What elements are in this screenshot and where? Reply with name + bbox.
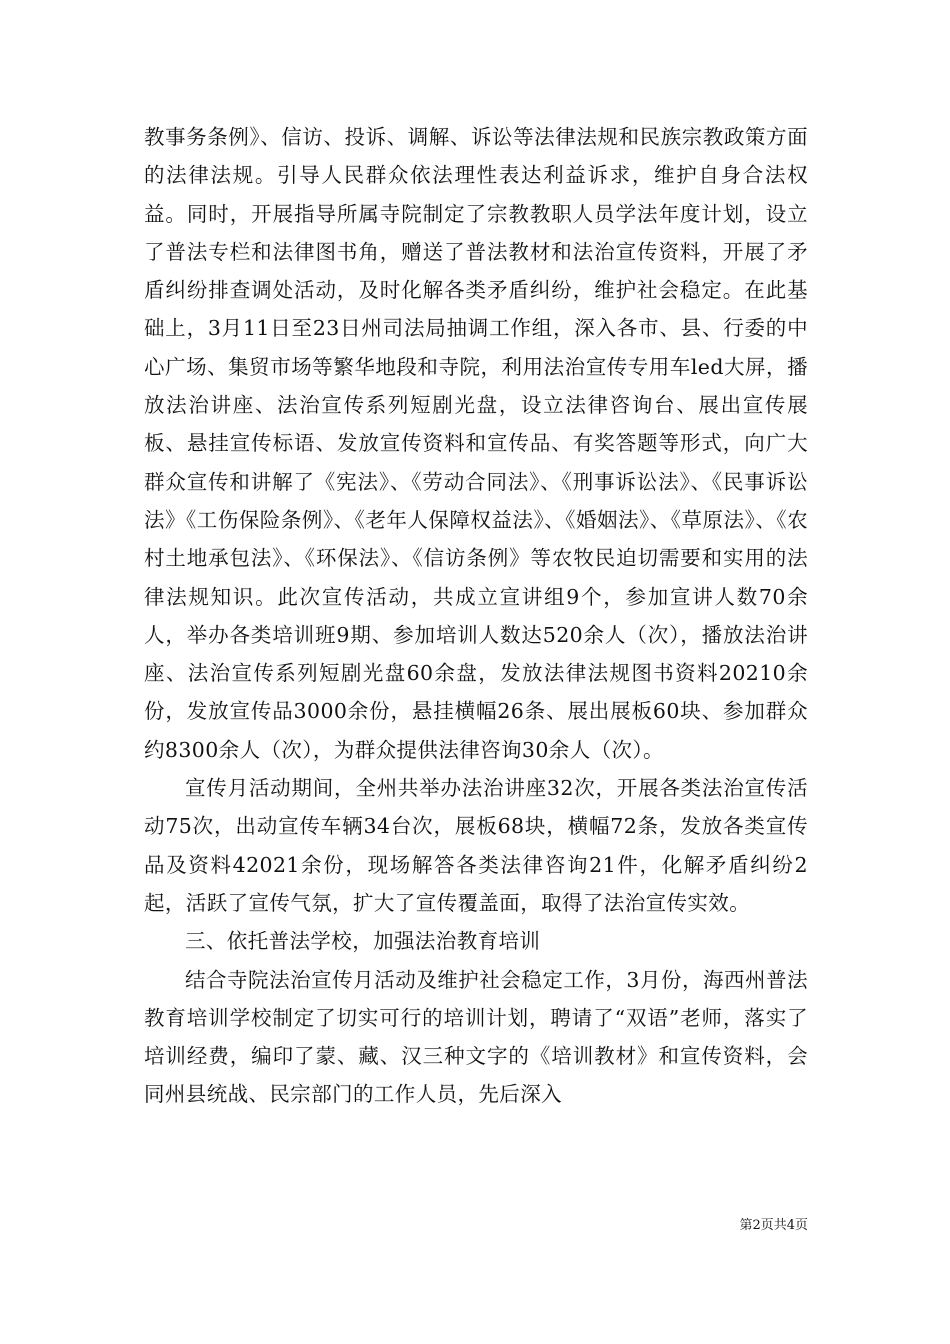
section-heading-law-school-training: 三、依托普法学校，加强法治教育培训 bbox=[185, 929, 541, 954]
paragraph-training-plan: 结合寺院法治宣传月活动及维护社会稳定工作，3月份，海西州普法教育培训学校制定了切实可行的培训计划，聘请了“双语”老师，落实了培训经费，编印了蒙、藏、汉三种文字的《培训教材》和宣传资料，会同州县统战、民宗部门的工作人员，先后深入 bbox=[144, 967, 808, 1107]
paragraph-continued-legal-publicity: 教事务条例》、信访、投诉、调解、诉讼等法律法规和民族宗教政策方面的法律法规。引导人民群众依法理性表达利益诉求，维护自身合法权益。同时，开展指导所属寺院制定了宗教教职人员学法年度计划，设立了普法专栏和法律图书角，赠送了普法教材和法治宣传资料，开展了矛盾纠纷排查调处活动，及时化解各类矛盾纠纷，维护社会稳定。在此基础上，3月11日至23日州司法局抽调工作组，深入各市、县、行委的中心广场、集贸市场等繁华地段和寺院，利用法治宣传专用车led大屏，播放法治讲座、法治宣传系列短剧光盘，设立法律咨询台、展出宣传展板、悬挂宣传标语、发放宣传资料和宣传品、有奖答题等形式，向广大群众宣传和讲解了《宪法》、《劳动合同法》、《刑事诉讼法》、《民事诉讼法》《工伤保险条例》、《老年人保障权益法》、《婚姻法》、《草原法》、《农村土地承包法》、《环保法》、《信访条例》等农牧民迫切需要和实用的法律法规知识。此次宣传活动，共成立宣讲组9个，参加宣讲人数70余人，举办各类培训班9期、参加培训人数达520余人（次），播放法治讲座、法治宣传系列短剧光盘60余盘，发放法律法规图书资料20210余份，发放宣传品3000余份，悬挂横幅26条、展出展板60块、参加群众约8300余人（次），为群众提供法律咨询30余人（次）。 bbox=[144, 125, 808, 762]
page-number-footer: 第2页共4页 bbox=[739, 1218, 808, 1233]
paragraph-publicity-month-summary: 宣传月活动期间，全州共举办法治讲座32次，开展各类法治宣传活动75次，出动宣传车辆34台次，展板68块，横幅72条，发放各类宣传品及资料42021余份，现场解答各类法律咨询21件，化解矛盾纠纷2起，活跃了宣传气氛，扩大了宣传覆盖面，取得了法治宣传实效。 bbox=[144, 776, 808, 915]
document-body bbox=[144, 118, 808, 1114]
